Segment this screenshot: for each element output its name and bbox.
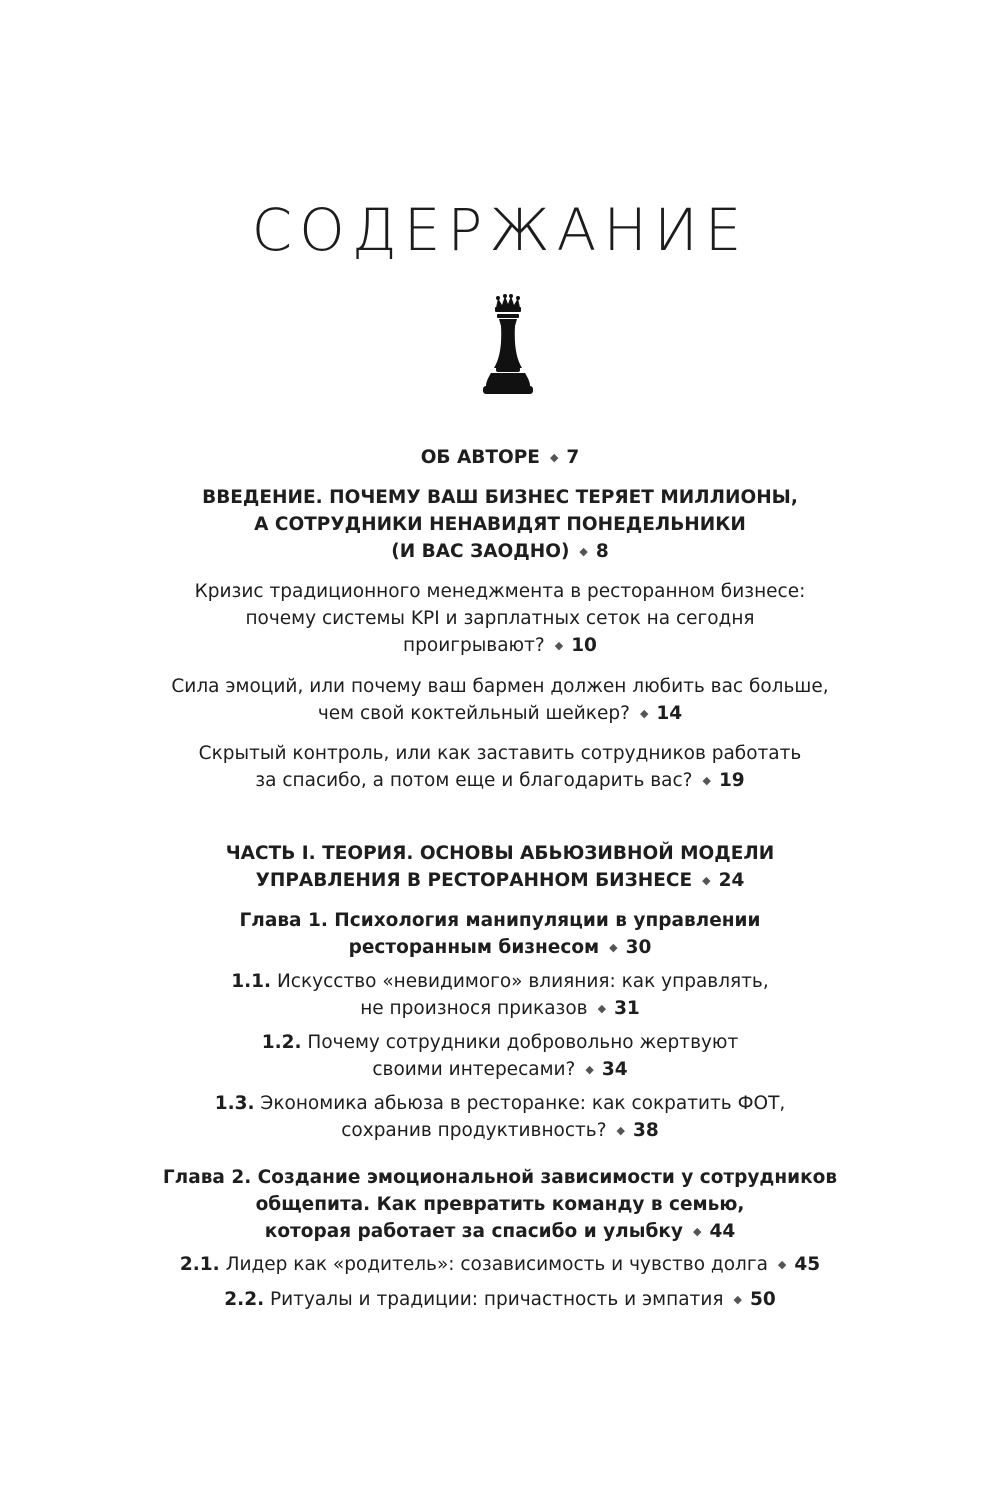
entry-text: Ритуалы и традиции: причастность и эмпатия: [270, 1289, 724, 1310]
entry-text: Сила эмоций, или почему ваш бармен должен любить вас больше,: [171, 676, 829, 697]
entry-text: Кризис традиционного менеджмента в ресторанном бизнесе:: [194, 581, 806, 602]
toc-entry-control[interactable]: [0, 740, 1000, 794]
toc-entry-part1[interactable]: [0, 840, 1000, 894]
diamond-bullet-icon: ◆: [692, 1225, 702, 1238]
entry-text: Почему сотрудники добровольно жертвуют: [307, 1032, 739, 1053]
entry-page: 44: [709, 1221, 736, 1242]
entry-page: 31: [614, 998, 640, 1019]
entry-text: Искусство «невидимого» влияния: как управлять,: [276, 971, 769, 992]
entry-page: 14: [656, 703, 683, 724]
diamond-bullet-icon: ◆: [549, 451, 559, 464]
entry-page: 45: [794, 1254, 821, 1275]
entry-page: 24: [718, 870, 745, 891]
entry-text: чем свой коктейльный шейкер?: [317, 703, 630, 724]
diamond-bullet-icon: ◆: [777, 1258, 787, 1271]
diamond-bullet-icon: ◆: [702, 874, 711, 887]
diamond-bullet-icon: ◆: [579, 545, 588, 558]
section-number: 2.1.: [179, 1254, 220, 1275]
entry-text: ЧАСТЬ I. ТЕОРИЯ. ОСНОВЫ АБЬЮЗИВНОЙ МОДЕЛИ: [225, 843, 775, 864]
entry-page: 7: [566, 447, 580, 468]
entry-page: 50: [749, 1289, 776, 1310]
entry-page: 30: [625, 937, 652, 958]
toc-entry-crisis[interactable]: [0, 578, 1000, 659]
diamond-bullet-icon: ◆: [639, 707, 649, 720]
entry-text: А СОТРУДНИКИ НЕНАВИДЯТ ПОНЕДЕЛЬНИКИ: [254, 514, 746, 535]
section-number: 2.2.: [224, 1289, 265, 1310]
entry-text: своими интересами?: [372, 1059, 576, 1080]
entry-text: (И ВАС ЗАОДНО): [391, 541, 570, 562]
entry-page: 10: [571, 635, 597, 656]
entry-text: почему системы KPI и зарплатных сеток на сегодня: [245, 608, 755, 629]
toc-entry-section-1-3[interactable]: [0, 1090, 1000, 1144]
diamond-bullet-icon: ◆: [609, 941, 618, 954]
diamond-bullet-icon: ◆: [733, 1293, 742, 1306]
toc-entry-chapter2[interactable]: [0, 1164, 1000, 1245]
entry-text: ВВЕДЕНИЕ. ПОЧЕМУ ВАШ БИЗНЕС ТЕРЯЕТ МИЛЛИОНЫ,: [202, 487, 798, 508]
chess-queen-icon: [478, 294, 538, 398]
toc-entry-section-2-1[interactable]: [0, 1251, 1000, 1278]
entry-text: сохранив продуктивность?: [341, 1120, 607, 1141]
toc-entry-intro[interactable]: [0, 484, 1000, 565]
diamond-bullet-icon: ◆: [616, 1124, 625, 1137]
entry-page: 19: [718, 770, 745, 791]
entry-text: общепита. Как превратить команду в семью,: [255, 1194, 745, 1215]
diamond-bullet-icon: ◆: [554, 639, 564, 652]
toc-entry-about[interactable]: [0, 444, 1000, 471]
toc-entry-emotions[interactable]: [0, 673, 1000, 727]
diamond-bullet-icon: ◆: [585, 1063, 594, 1076]
toc-entry-section-1-1[interactable]: [0, 968, 1000, 1022]
page-title: СОДЕРЖАНИЕ: [251, 196, 749, 264]
diamond-bullet-icon: ◆: [702, 774, 711, 787]
entry-text: Скрытый контроль, или как заставить сотрудников работать: [198, 743, 802, 764]
entry-text: за спасибо, а потом еще и благодарить вас?: [255, 770, 693, 791]
entry-text: которая работает за спасибо и улыбку: [264, 1221, 683, 1242]
section-number: 1.3.: [214, 1093, 255, 1114]
entry-text: проигрывают?: [403, 635, 545, 656]
entry-page: 8: [595, 541, 609, 562]
toc-entry-section-1-2[interactable]: [0, 1029, 1000, 1083]
entry-text: Экономика абьюза в ресторанке: как сократить ФОТ,: [260, 1093, 786, 1114]
entry-text: УПРАВЛЕНИЯ В РЕСТОРАННОМ БИЗНЕСЕ: [255, 870, 693, 891]
entry-text: Глава 1. Психология манипуляции в управлении: [239, 910, 761, 931]
entry-text: ОБ АВТОРЕ: [420, 447, 540, 468]
entry-text: не произнося приказов: [360, 998, 588, 1019]
entry-text: Лидер как «родитель»: созависимость и чувство долга: [225, 1254, 768, 1275]
diamond-bullet-icon: ◆: [597, 1002, 607, 1015]
entry-page: 34: [601, 1059, 628, 1080]
toc-entry-section-2-2[interactable]: [0, 1286, 1000, 1313]
entry-text: ресторанным бизнесом: [348, 937, 600, 958]
entry-text: Глава 2. Создание эмоциональной зависимости у сотрудников: [162, 1167, 838, 1188]
entry-page: 38: [633, 1120, 659, 1141]
section-number: 1.2.: [261, 1032, 302, 1053]
section-number: 1.1.: [231, 971, 272, 992]
toc-entry-chapter1[interactable]: [0, 907, 1000, 961]
